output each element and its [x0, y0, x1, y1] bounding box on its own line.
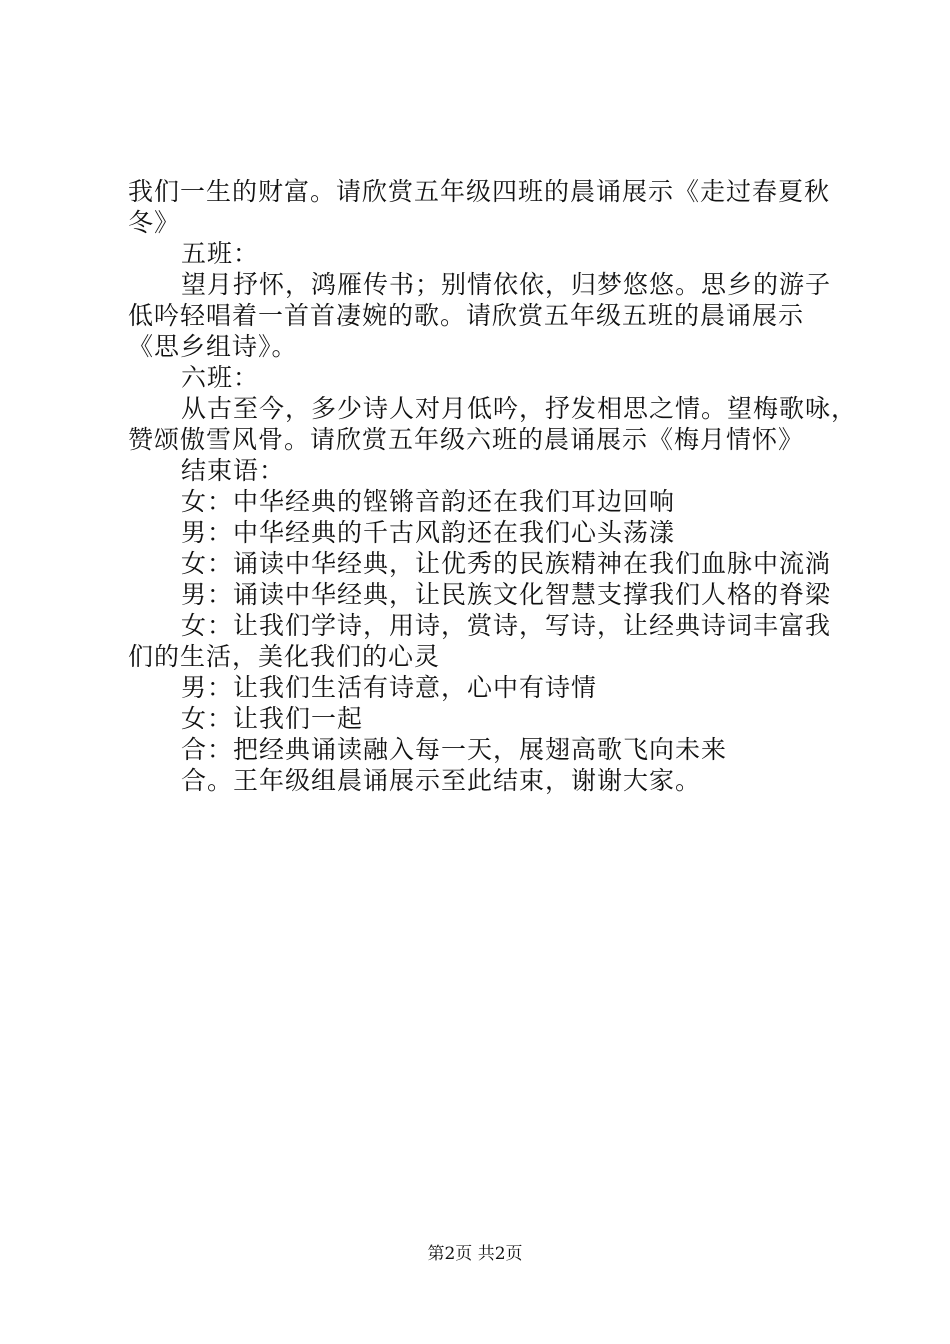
- text-line: 低吟轻唱着一首首凄婉的歌。请欣赏五年级五班的晨诵展示: [128, 301, 805, 330]
- section-heading-closing: 结束语：: [181, 456, 286, 485]
- section-heading-class-6: 六班：: [181, 363, 260, 392]
- page-number-footer: 第2页 共2页: [427, 1244, 523, 1264]
- text-line: 合。王年级组晨诵展示至此结束，谢谢大家。: [181, 766, 702, 795]
- text-line: 男：中华经典的千古风韵还在我们心头荡漾: [181, 518, 676, 547]
- text-line: 女：让我们一起: [181, 704, 364, 733]
- text-line: 《思乡组诗》。: [128, 332, 298, 361]
- text-line: 们的生活，美化我们的心灵: [128, 642, 441, 671]
- text-line: 我们一生的财富。请欣赏五年级四班的晨诵展示《走过春夏秋: [128, 177, 831, 206]
- text-line: 冬》: [128, 208, 181, 237]
- text-line: 望月抒怀，鸿雁传书；别情依依，归梦悠悠。思乡的游子: [181, 270, 832, 299]
- text-line: 男：诵读中华经典，让民族文化智慧支撑我们人格的脊梁: [181, 580, 832, 609]
- text-line: 从古至今，多少诗人对月低吟，抒发相思之情。望梅歌咏，: [181, 394, 858, 423]
- document-body: [128, 176, 858, 796]
- text-line: 赞颂傲雪风骨。请欣赏五年级六班的晨诵展示《梅月情怀》: [128, 425, 805, 454]
- text-line: 女：中华经典的铿锵音韵还在我们耳边回响: [181, 487, 676, 516]
- text-line: 女：诵读中华经典，让优秀的民族精神在我们血脉中流淌: [181, 549, 832, 578]
- text-line: 合：把经典诵读融入每一天，展翅高歌飞向未来: [181, 735, 728, 764]
- text-line: 女：让我们学诗，用诗，赏诗，写诗，让经典诗词丰富我: [181, 611, 832, 640]
- section-heading-class-5: 五班：: [181, 239, 260, 268]
- text-line: 男：让我们生活有诗意，心中有诗情: [181, 673, 598, 702]
